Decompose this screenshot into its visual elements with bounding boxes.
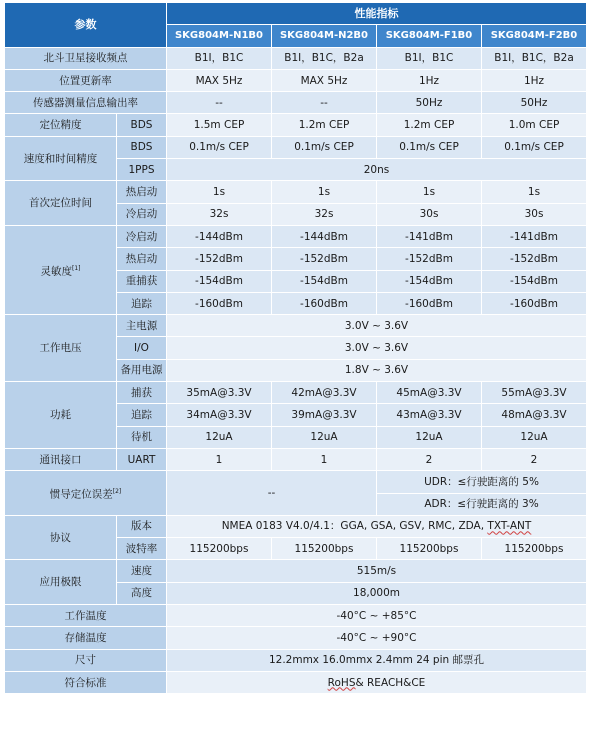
cell: -154dBm — [377, 270, 482, 292]
label-size: 尺寸 — [5, 649, 167, 671]
sub-protocol-baud: 波特率 — [117, 538, 167, 560]
cell: 1.2m CEP — [377, 114, 482, 136]
row-sens-cold — [5, 225, 587, 247]
cell: 1 — [272, 448, 377, 470]
cell: 42mA@3.3V — [272, 382, 377, 404]
standard-rohs: RoHS — [327, 676, 356, 689]
cell: 39mA@3.3V — [272, 404, 377, 426]
label-op-temp: 工作温度 — [5, 605, 167, 627]
label-dr-text: 惯导定位误差 — [49, 488, 113, 501]
cell-adr: ADR：≤行驶距离的 3% — [377, 493, 587, 515]
label-comm: 通讯接口 — [5, 448, 117, 470]
row-update-rate — [5, 69, 587, 91]
cell: -141dBm — [377, 225, 482, 247]
cell: 32s — [272, 203, 377, 225]
row-voltage-main — [5, 315, 587, 337]
row-standard — [5, 671, 587, 693]
row-power-acq — [5, 382, 587, 404]
cell: 43mA@3.3V — [377, 404, 482, 426]
row-size — [5, 649, 587, 671]
cell: 50Hz — [482, 92, 587, 114]
row-storage-temp — [5, 627, 587, 649]
cell: 50Hz — [377, 92, 482, 114]
sub-sens-cold: 冷启动 — [117, 225, 167, 247]
sub-ttff-hot: 热启动 — [117, 181, 167, 203]
cell: 1Hz — [377, 69, 482, 91]
label-update-rate: 位置更新率 — [5, 69, 167, 91]
cell: -160dBm — [167, 292, 272, 314]
cell: -144dBm — [272, 225, 377, 247]
header-model-3: SKG804M-F1B0 — [377, 25, 482, 47]
row-comm — [5, 448, 587, 470]
sub-sens-hot: 热启动 — [117, 248, 167, 270]
row-op-temp — [5, 605, 587, 627]
sub-power-standby: 待机 — [117, 426, 167, 448]
cell: 12.2mmx 16.0mmx 2.4mm 24 pin 邮票孔 — [167, 649, 587, 671]
row-ttff-hot — [5, 181, 587, 203]
sub-power-acq: 捕获 — [117, 382, 167, 404]
cell: 0.1m/s CEP — [272, 136, 377, 158]
protocol-version-text: NMEA 0183 V4.0/4.1：GGA, GSA, GSV, RMC, ZDA, — [221, 520, 488, 533]
cell: -- — [167, 92, 272, 114]
cell: -152dBm — [272, 248, 377, 270]
sub-velocity-pps: 1PPS — [117, 159, 167, 181]
cell: 1.0m CEP — [482, 114, 587, 136]
cell: B1I，B1C，B2a — [482, 47, 587, 69]
row-protocol-version — [5, 515, 587, 537]
header-performance: 性能指标 — [167, 3, 587, 25]
cell: 115200bps — [272, 538, 377, 560]
protocol-version-underlined: TXT-ANT — [487, 520, 532, 533]
cell: 30s — [377, 203, 482, 225]
cell: 115200bps — [167, 538, 272, 560]
row-limits-speed — [5, 560, 587, 582]
header-model-4: SKG804M-F2B0 — [482, 25, 587, 47]
cell: MAX 5Hz — [167, 69, 272, 91]
cell: 45mA@3.3V — [377, 382, 482, 404]
cell: 34mA@3.3V — [167, 404, 272, 426]
cell: 32s — [167, 203, 272, 225]
sub-voltage-main: 主电源 — [117, 315, 167, 337]
sub-ttff-cold: 冷启动 — [117, 203, 167, 225]
sub-sens-reacq: 重捕获 — [117, 270, 167, 292]
cell: 20ns — [167, 159, 587, 181]
cell: 1s — [377, 181, 482, 203]
cell: B1I，B1C — [167, 47, 272, 69]
cell: 30s — [482, 203, 587, 225]
cell: 1Hz — [482, 69, 587, 91]
label-limits: 应用极限 — [5, 560, 117, 605]
cell: -40°C ~ +85°C — [167, 605, 587, 627]
cell: 2 — [482, 448, 587, 470]
sub-power-track: 追踪 — [117, 404, 167, 426]
label-beidou: 北斗卫星接收频点 — [5, 47, 167, 69]
standard-rest: & REACH&CE — [355, 676, 426, 689]
sub-voltage-io: I/O — [117, 337, 167, 359]
cell: 115200bps — [482, 538, 587, 560]
row-velocity-bds — [5, 136, 587, 158]
cell: 115200bps — [377, 538, 482, 560]
cell: 1.2m CEP — [272, 114, 377, 136]
cell-udr: UDR：≤行驶距离的 5% — [377, 471, 587, 493]
cell: 12uA — [167, 426, 272, 448]
spec-table-container — [4, 2, 586, 694]
cell: 12uA — [377, 426, 482, 448]
cell: -160dBm — [272, 292, 377, 314]
sub-sens-track: 追踪 — [117, 292, 167, 314]
cell: 3.0V ~ 3.6V — [167, 337, 587, 359]
label-sensitivity-text: 灵敏度 — [40, 265, 72, 278]
cell: 55mA@3.3V — [482, 382, 587, 404]
cell: -152dBm — [377, 248, 482, 270]
cell: 0.1m/s CEP — [482, 136, 587, 158]
label-sensor-rate: 传感器测量信息输出率 — [5, 92, 167, 114]
label-dr — [5, 471, 167, 516]
label-standard: 符合标准 — [5, 671, 167, 693]
sub-accuracy: BDS — [117, 114, 167, 136]
row-accuracy — [5, 114, 587, 136]
row-beidou — [5, 47, 587, 69]
sub-velocity-bds: BDS — [117, 136, 167, 158]
cell: -154dBm — [482, 270, 587, 292]
cell: -141dBm — [482, 225, 587, 247]
cell: 0.1m/s CEP — [167, 136, 272, 158]
sub-limits-height: 高度 — [117, 582, 167, 604]
cell-standard — [167, 671, 587, 693]
cell: 48mA@3.3V — [482, 404, 587, 426]
footnote-2: [2] — [112, 487, 122, 495]
row-sensor-rate — [5, 92, 587, 114]
cell-dr-left: -- — [167, 471, 377, 516]
cell: 1.5m CEP — [167, 114, 272, 136]
header-model-1: SKG804M-N1B0 — [167, 25, 272, 47]
cell: 12uA — [482, 426, 587, 448]
cell: 18,000m — [167, 582, 587, 604]
cell: 1s — [167, 181, 272, 203]
cell: -144dBm — [167, 225, 272, 247]
label-accuracy: 定位精度 — [5, 114, 117, 136]
header-param: 参数 — [5, 3, 167, 48]
cell: -160dBm — [482, 292, 587, 314]
cell-protocol-version — [167, 515, 587, 537]
cell: 12uA — [272, 426, 377, 448]
cell: B1I，B1C — [377, 47, 482, 69]
cell: -- — [272, 92, 377, 114]
footnote-1: [1] — [72, 264, 81, 272]
cell: 1s — [482, 181, 587, 203]
cell: 1 — [167, 448, 272, 470]
cell: B1I，B1C，B2a — [272, 47, 377, 69]
spec-table — [4, 2, 587, 694]
label-protocol: 协议 — [5, 515, 117, 560]
cell: -154dBm — [272, 270, 377, 292]
cell: -154dBm — [167, 270, 272, 292]
label-sensitivity — [5, 225, 117, 314]
cell: -152dBm — [167, 248, 272, 270]
sub-comm: UART — [117, 448, 167, 470]
cell: 1.8V ~ 3.6V — [167, 359, 587, 381]
cell: 0.1m/s CEP — [377, 136, 482, 158]
sub-limits-speed: 速度 — [117, 560, 167, 582]
cell: -160dBm — [377, 292, 482, 314]
cell: 515m/s — [167, 560, 587, 582]
cell: 2 — [377, 448, 482, 470]
label-voltage: 工作电压 — [5, 315, 117, 382]
sub-protocol-version: 版本 — [117, 515, 167, 537]
sub-voltage-backup: 备用电源 — [117, 359, 167, 381]
header-model-2: SKG804M-N2B0 — [272, 25, 377, 47]
row-dr-udr — [5, 471, 587, 493]
label-power: 功耗 — [5, 382, 117, 449]
label-ttff: 首次定位时间 — [5, 181, 117, 226]
cell: 1s — [272, 181, 377, 203]
cell: 3.0V ~ 3.6V — [167, 315, 587, 337]
cell: -40°C ~ +90°C — [167, 627, 587, 649]
label-storage-temp: 存储温度 — [5, 627, 167, 649]
cell: -152dBm — [482, 248, 587, 270]
cell: 35mA@3.3V — [167, 382, 272, 404]
label-velocity: 速度和时间精度 — [5, 136, 117, 181]
cell: MAX 5Hz — [272, 69, 377, 91]
